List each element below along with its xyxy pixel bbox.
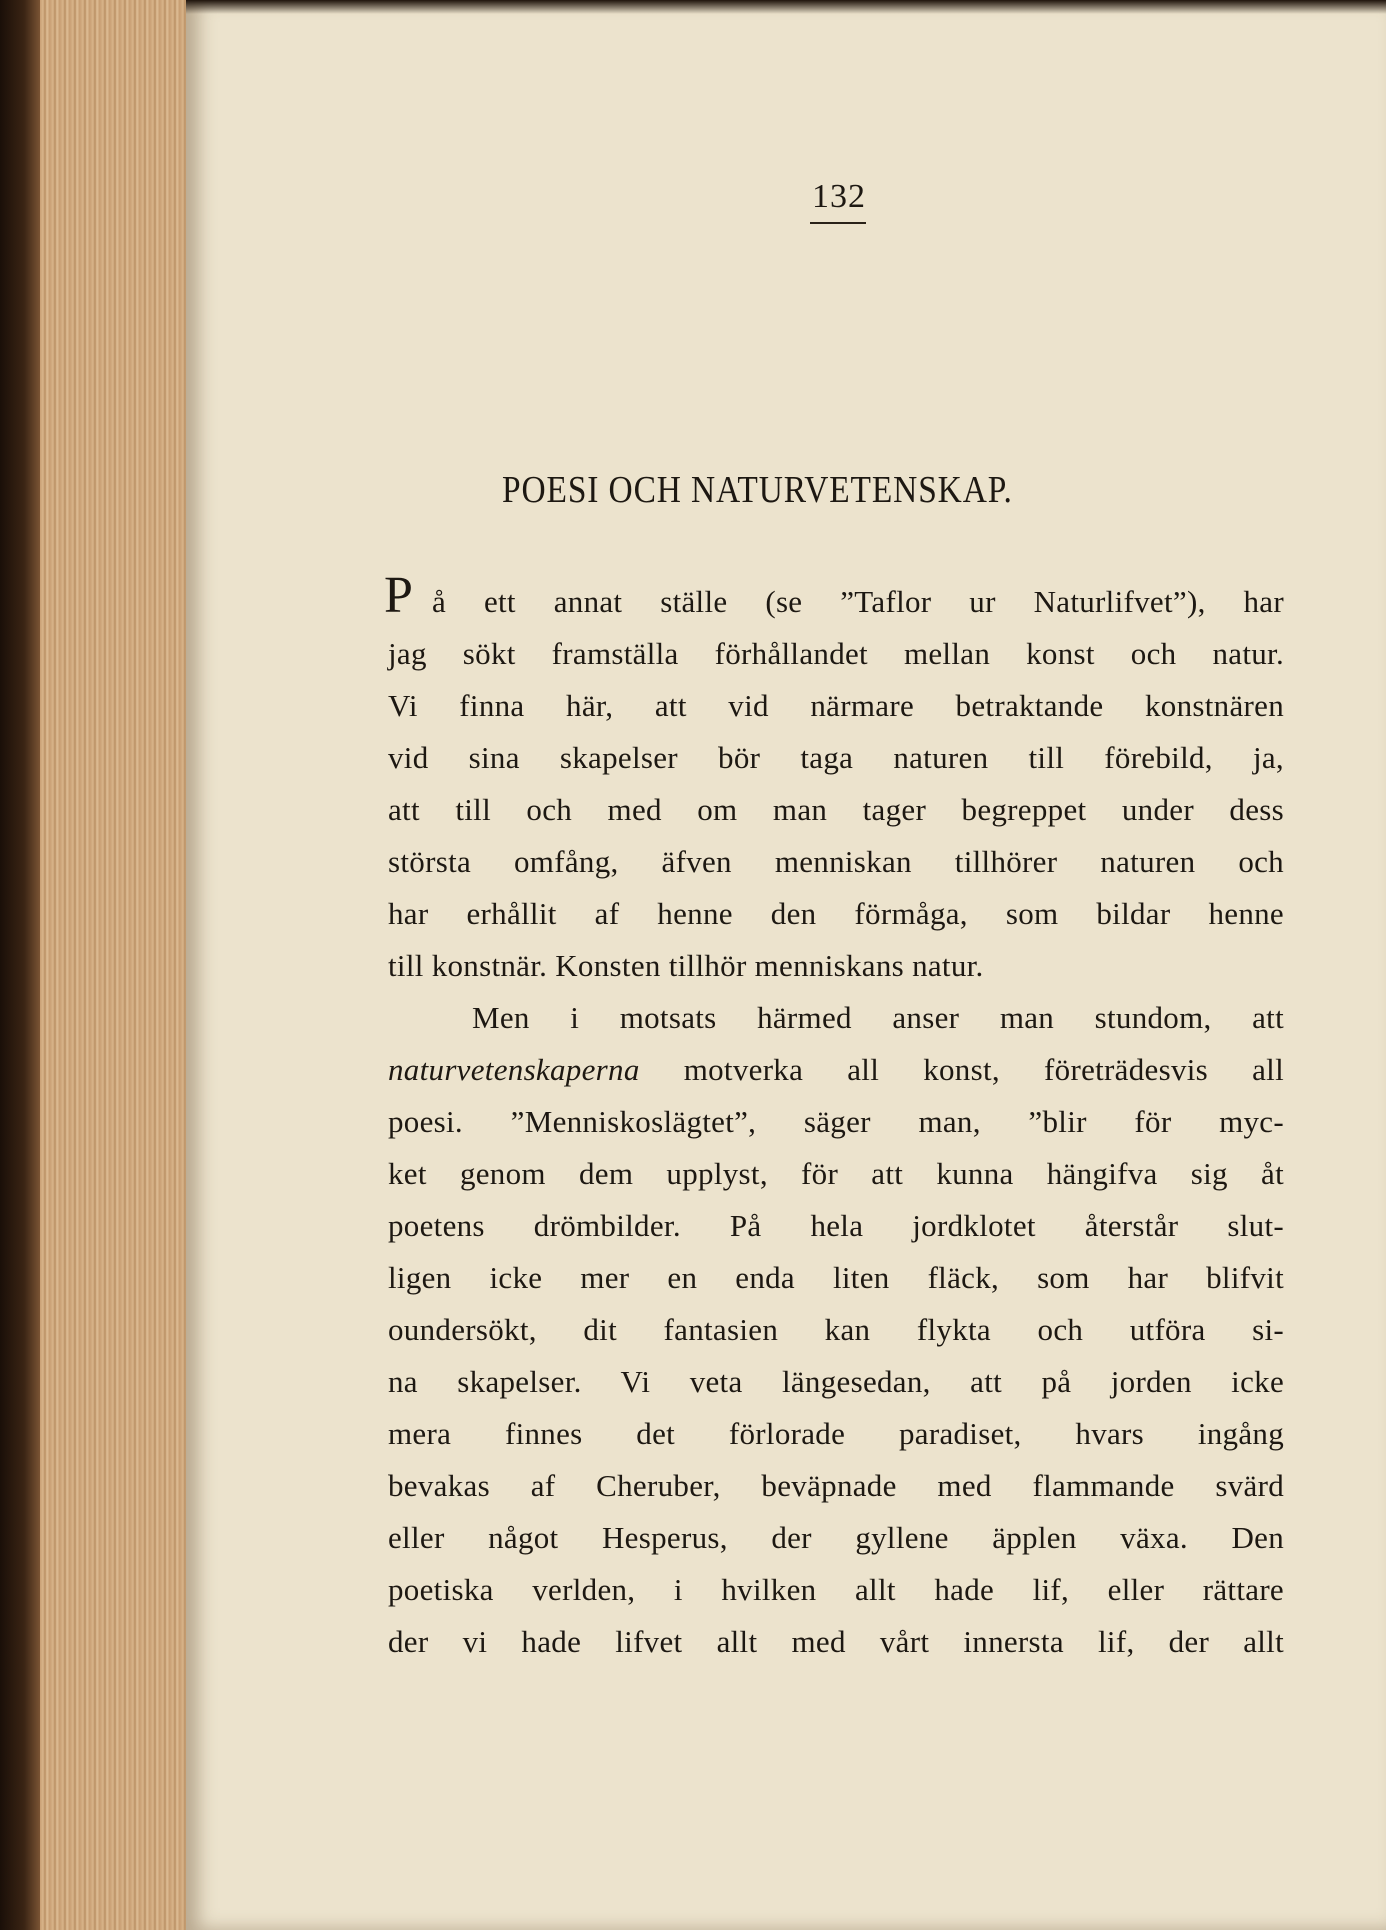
paragraph2-line-2-rest: motverka all konst, företrädesvis all	[683, 1052, 1284, 1087]
paragraph1-line-6: största omfång, äfven menniskan tillhörer naturen och	[388, 844, 1284, 879]
drop-cap: P	[384, 567, 413, 624]
paragraph1-line-1: å ett annat ställe (se ”Taflor ur Naturlifvet”), har	[432, 584, 1284, 619]
paragraph1-line-2: jag sökt framställa förhållandet mellan konst och natur.	[388, 636, 1284, 671]
page-top-shadow	[186, 0, 1386, 14]
paragraph2-line-3: poesi. ”Menniskoslägtet”, säger man, ”blir för myc-	[388, 1104, 1284, 1139]
paragraph2-line-7: oundersökt, dit fantasien kan flykta och utföra si-	[388, 1312, 1284, 1347]
paragraph2-line-4: ket genom dem upplyst, för att kunna hängifva sig åt	[388, 1156, 1284, 1191]
paragraph2-line-12: poetiska verlden, i hvilken allt hade lif, eller rättare	[388, 1572, 1284, 1607]
paragraph1-line-4: vid sina skapelser bör taga naturen till förebild, ja,	[388, 740, 1284, 775]
paragraph2-line-13: der vi hade lifvet allt med vårt innersta lif, der allt	[388, 1624, 1284, 1659]
paragraph2-line-8: na skapelser. Vi veta längesedan, att på jorden icke	[388, 1364, 1284, 1399]
paragraph2-line-6: ligen icke mer en enda liten fläck, som har blifvit	[388, 1260, 1284, 1295]
paragraph2-line-1: Men i motsats härmed anser man stundom, att	[472, 1000, 1284, 1035]
paragraph2-line-9: mera finnes det förlorade paradiset, hvars ingång	[388, 1416, 1284, 1451]
page-number: 132	[812, 178, 866, 215]
paragraph2-line-10: bevakas af Cheruber, beväpnade med flammande svärd	[388, 1468, 1284, 1503]
paragraph1-line-5: att till och med om man tager begreppet under dess	[388, 792, 1284, 827]
book-spine-shadow	[0, 0, 40, 1930]
paragraph1-line-7: har erhållit af henne den förmåga, som bildar henne	[388, 896, 1284, 931]
paragraph1-line-8: till konstnär. Konsten tillhör menniskans natur.	[388, 948, 984, 983]
paragraph2-line-5: poetens drömbilder. På hela jordklotet återstår slut-	[388, 1208, 1284, 1243]
page-number-rule	[810, 222, 866, 224]
italic-term: naturvetenskaperna	[388, 1052, 640, 1087]
chapter-title: POESI OCH NATURVETENSKAP.	[502, 469, 1013, 511]
paragraph1-line-3: Vi finna här, att vid närmare betraktande konstnären	[388, 688, 1284, 723]
paragraph2-line-2	[388, 1050, 1284, 1090]
paragraph2-line-11: eller något Hesperus, der gyllene äpplen växa. Den	[388, 1520, 1284, 1555]
